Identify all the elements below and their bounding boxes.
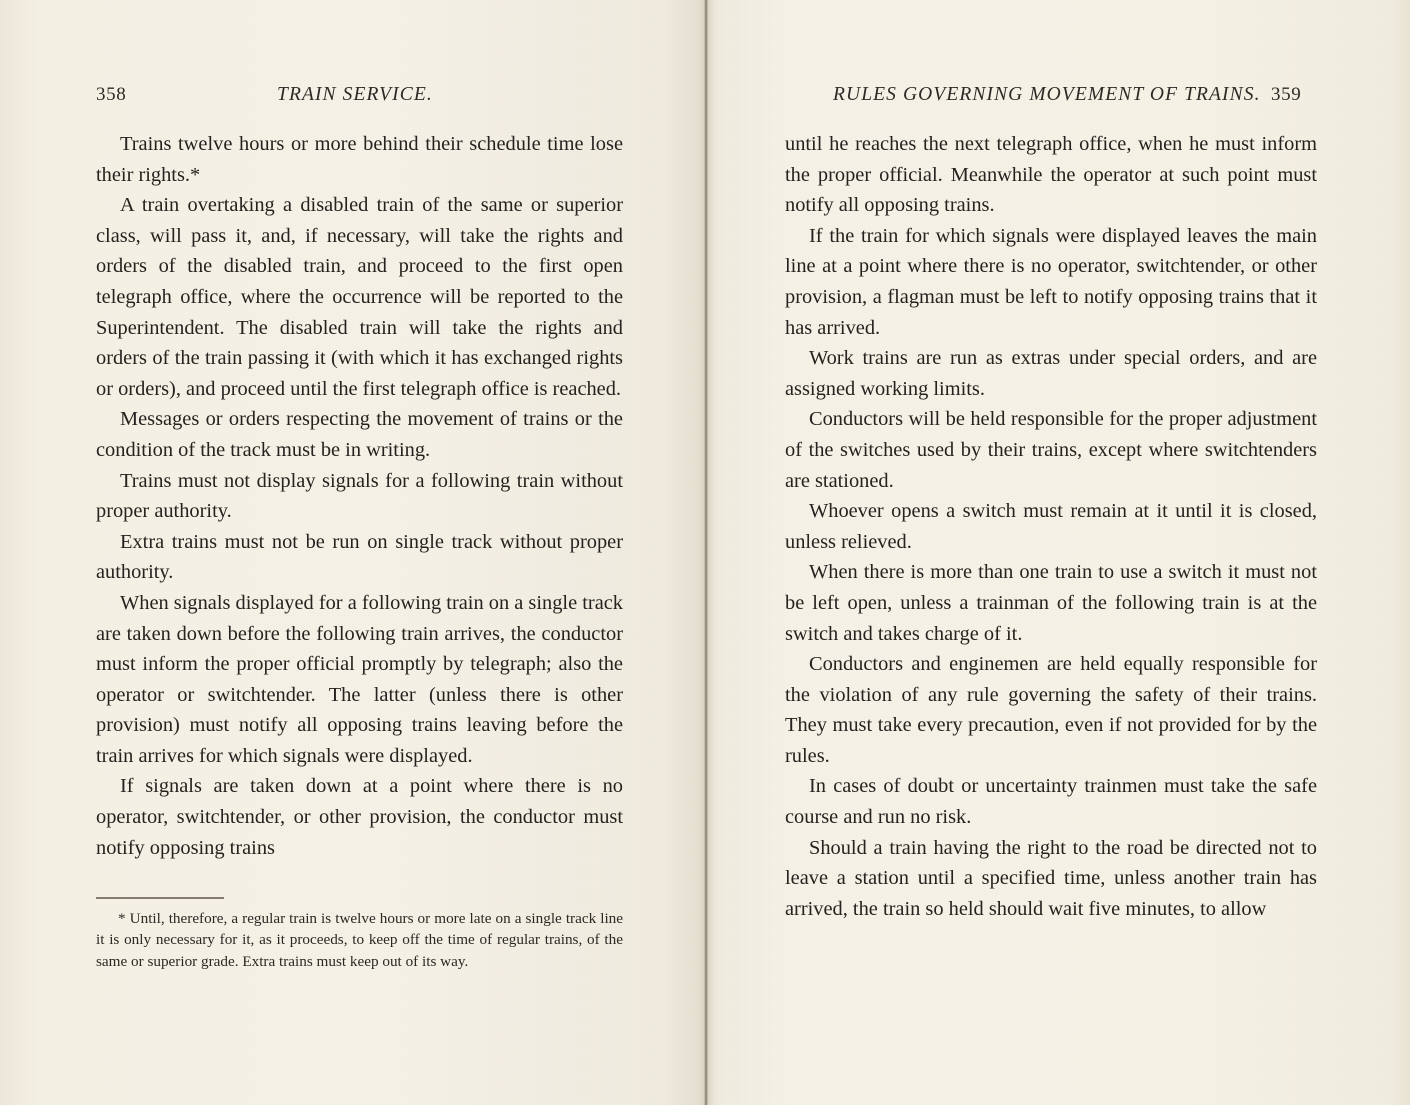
paragraph: Should a train having the right to the road be directed not to leave a station until a specified time, unless another train has arrived, the train so held should wait five minutes, to allow <box>785 836 1317 920</box>
paragraph: If signals are taken down at a point where there is no operator, switchtender, or other provision, the conductor must notify opposing trains <box>96 775 623 859</box>
paragraph: Messages or orders respecting the movement of trains or the condition of the track must be in writing. <box>96 408 623 461</box>
paragraph: A train overtaking a disabled train of the same or superior class, will pass it, and, if necessary, will take the rights and orders of the disabled train, and proceed to the first open telegraph office, where the occurrence will be reported to the Superintendent. The disabled train will take the rights and orders of the train passing it (with which it has exchanged rights or orders), and proceed until the first telegraph office is reached. <box>96 194 623 400</box>
paragraph: Conductors will be held responsible for the proper adjustment of the switches used by their trains, except where switchtenders are stationed. <box>785 408 1317 492</box>
right-page <box>706 0 1410 1105</box>
right-page-running-head: RULES GOVERNING MOVEMENT OF TRAINS. <box>833 84 1261 105</box>
paragraph: Conductors and enginemen are held equally responsible for the violation of any rule governing the safety of their trains. They must take every precaution, even if not provided for by the rules. <box>785 653 1317 767</box>
right-page-folio: 359 <box>1271 84 1302 105</box>
footnote-text: * Until, therefore, a regular train is twelve hours or more late on a single track line it is only necessary for it, as it proceeds, to keep off the time of regular trains, of the same or superior grade. Extra trains must keep out of its way. <box>96 910 623 970</box>
paragraph: Extra trains must not be run on single track without proper authority. <box>96 530 623 584</box>
paragraph: When there is more than one train to use a switch it must not be left open, unless a trainman of the following train is at the switch and takes charge of it. <box>785 561 1317 645</box>
paragraph: Trains must not display signals for a following train without proper authority. <box>96 469 623 523</box>
right-page-text-column <box>785 129 1317 924</box>
left-page-text-column <box>96 129 623 863</box>
paragraph: Trains twelve hours or more behind their schedule time lose their rights.* <box>96 133 623 186</box>
paragraph: When signals displayed for a following train on a single track are taken down before the following train arrives, the conductor must inform the proper official promptly by telegraph; also the operator or switchtender. The latter (unless there is other provision) must notify all opposing trains leaving before the train arrives for which signals were displayed. <box>96 591 623 767</box>
left-page-folio: 358 <box>96 84 127 105</box>
paragraph: If the train for which signals were displayed leaves the main line at a point where there is no operator, switchtender, or other provision, a flagman must be left to notify opposing trains that it has arrived. <box>785 224 1317 339</box>
paragraph: Work trains are run as extras under special orders, and are assigned working limits. <box>785 347 1317 400</box>
left-page-running-head: TRAIN SERVICE. <box>277 84 433 105</box>
paragraph: In cases of doubt or uncertainty trainmen must take the safe course and run no risk. <box>785 775 1317 829</box>
footnote-separator-rule <box>96 897 224 899</box>
paragraph: until he reaches the next telegraph office, when he must inform the proper official. Meanwhile the operator at such point must notify all opposing trains. <box>785 133 1317 217</box>
paragraph: Whoever opens a switch must remain at it until it is closed, unless relieved. <box>785 500 1317 553</box>
